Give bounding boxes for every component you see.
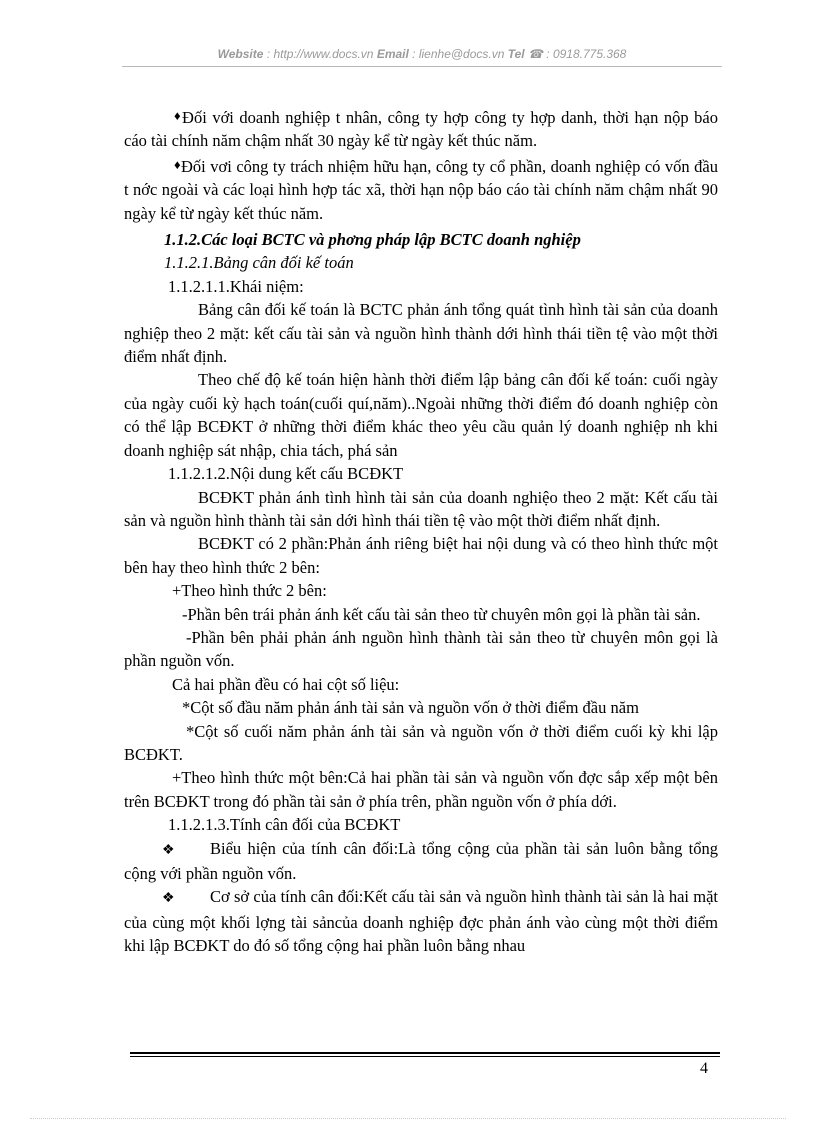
paragraph-13: +Theo hình thức một bên:Cả hai phần tài sản và nguồn vốn đợc sắp xếp một bên trên BCĐKT trong đó phần tài sản ở phía trên, phần nguồn vốn ở phía dới.: [124, 768, 718, 811]
page-header: [122, 47, 722, 61]
website-value[interactable]: : http://www.docs.vn: [263, 47, 377, 61]
diamond-icon: ❖: [162, 842, 175, 858]
document-body: [124, 104, 718, 958]
email-label: Email: [376, 47, 409, 61]
paragraph-8: -Phần bên trái phản ánh kết cấu tài sản theo từ chuyên môn gọi là phần tài sản.: [182, 604, 701, 624]
footer-divider-thin: [130, 1056, 720, 1057]
paragraph-3: Bảng cân đối kế toán là BCTC phản ánh tổng quát tình hình tài sản của doanh nghiệp theo 2 mặt: kết cấu tài sản và nguồn hình thành dới hình thái tiền tệ vào một thời điểm nhất định.: [124, 300, 718, 367]
email-value[interactable]: : lienhe@docs.vn: [408, 47, 508, 61]
paragraph-12: *Cột số cuối năm phản ánh tài sản và nguồn vốn ở thời điểm cuối kỳ khi lập BCĐKT.: [124, 721, 718, 764]
tel-label: Tel: [507, 47, 525, 61]
paragraph-14: ❖ Biểu hiện của tính cân đối:Là tổng cộng của phần tài sản luôn bằng tổng cộng với phần nguồn vốn.: [124, 838, 718, 883]
paragraph-15: ❖ Cơ sở của tính cân đối:Kết cấu tài sản và nguồn hình thành tài sản là hai mặt của cùng một khối lợng tài sảncủa doanh nghiệp đợc phản ánh vào cùng một thời điểm khi lập BCĐKT do đó số tổng cộng hai phần luôn bằng nhau: [124, 887, 718, 956]
subsubsection-heading: 1.1.2.1.3.Tính cân đối của BCĐKT: [168, 815, 401, 835]
paragraph-1: ♦Đối với doanh nghiệp t nhân, công ty hợp công ty hợp danh, thời hạn nộp báo cáo tài chính năm chậm nhất 30 ngày kể từ ngày kết thúc năm.: [124, 108, 718, 151]
subsubsection-heading: 1.1.2.1.1.Khái niệm:: [168, 276, 304, 296]
paragraph-11: *Cột số đầu năm phản ánh tài sản và nguồn vốn ở thời điểm đầu năm: [182, 698, 639, 718]
website-label: Website: [217, 47, 264, 61]
paragraph-7: +Theo hình thức 2 bên:: [172, 581, 327, 601]
header-divider: [122, 66, 722, 67]
paragraph-4: Theo chế độ kế toán hiện hành thời điểm lập bảng cân đối kế toán: cuối ngày của ngày cuối kỳ hạch toán(cuối quí,năm)..Ngoài những thời điểm đó doanh nghiệp còn có thể lập BCĐKT ở những thời điểm khác theo yêu cầu quản lý doanh nghiệp nh khi doanh nghiệp sát nhập, chia tách, phá sản: [124, 370, 718, 460]
diamond-icon: ❖: [162, 891, 175, 907]
diamond-bullet-icon: ♦: [174, 156, 182, 172]
paragraph-6: BCĐKT có 2 phần:Phản ánh riêng biệt hai nội dung và có theo hình thức một bên hay theo hình thức 2 bên:: [124, 534, 718, 577]
page-edge-divider: [30, 1118, 786, 1119]
section-heading: 1.1.2.Các loại BCTC và phơng pháp lập BCTC doanh nghiệp: [164, 230, 581, 250]
footer-divider-thick: [130, 1052, 720, 1054]
paragraph-2: ♦Đối vơi công ty trách nhiệm hữu hạn, công ty cổ phần, doanh nghiệp có vốn đầu t nớc ngoài và các loại hình hợp tác xã, thời hạn nộp báo cáo tài chính năm chậm nhất 90 ngày kể từ ngày kết thúc năm.: [124, 156, 718, 223]
diamond-bullet-icon: ♦: [174, 108, 183, 123]
subsubsection-heading: 1.1.2.1.2.Nội dung kết cấu BCĐKT: [168, 464, 404, 484]
paragraph-9: -Phần bên phải phản ánh nguồn hình thành tài sản theo từ chuyên môn gọi là phần nguồn vốn.: [124, 627, 718, 671]
subsection-heading: 1.1.2.1.Bảng cân đối kế toán: [164, 253, 354, 273]
paragraph-10: Cả hai phần đều có hai cột số liệu:: [172, 674, 400, 694]
paragraph-5: BCĐKT phản ánh tình hình tài sản của doanh nghiệo theo 2 mặt: Kết cấu tài sản và nguồn hình thành tài sản dới hình thái tiền tệ vào một thời điểm nhất định.: [124, 487, 718, 530]
page-number: 4: [700, 1060, 708, 1077]
tel-value: ☎ : 0918.775.368: [524, 47, 627, 61]
